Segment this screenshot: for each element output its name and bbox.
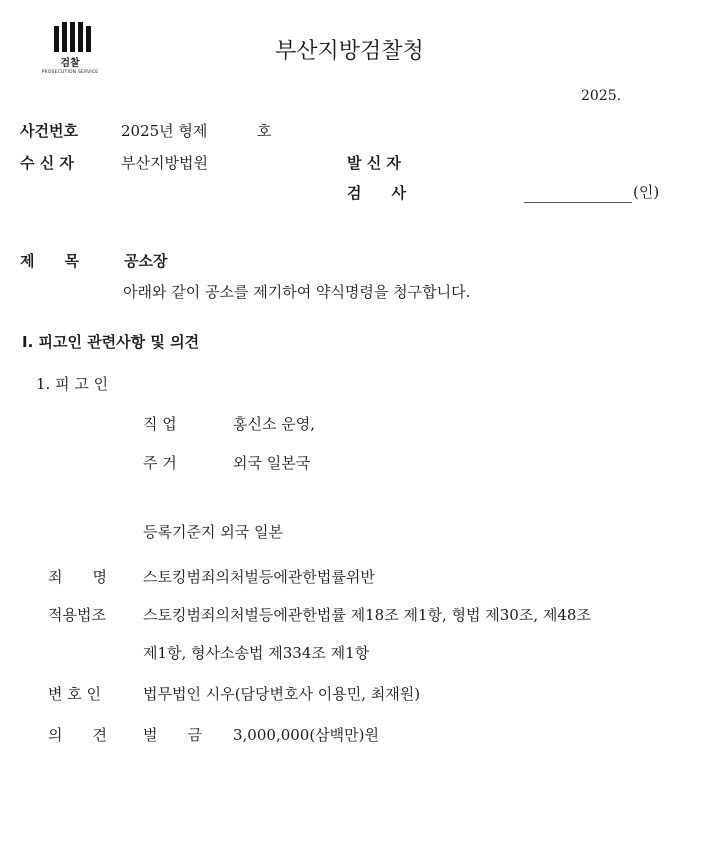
law-value-line2: 제1항, 형사소송법 제334조 제1항	[143, 644, 370, 662]
signature-line	[524, 202, 632, 203]
prosecution-logo	[40, 20, 102, 80]
recipient-value: 부산지방법원	[121, 154, 208, 172]
sender-label: 발 신 자	[347, 154, 401, 172]
charge-value: 스토킹범죄의처벌등에관한법률위반	[143, 568, 375, 586]
subject-body: 아래와 같이 공소를 제기하여 약식명령을 청구합니다.	[123, 283, 471, 301]
occupation-value: 홍신소 운영,	[233, 415, 315, 433]
opinion-amount: 3,000,000(삼백만)원	[233, 726, 380, 744]
case-number-value: 2025년 형제	[121, 122, 208, 140]
case-number-suffix: 호	[257, 122, 272, 140]
opinion-label: 의 견	[48, 726, 107, 744]
agency-title: 부산지방검찰청	[275, 39, 424, 64]
law-label: 적용법조	[48, 606, 106, 624]
registry-value: 등록기준지 외국 일본	[143, 523, 283, 541]
law-value-line1: 스토킹범죄의처벌등에관한법률 제18조 제1항, 형법 제30조, 제48조	[143, 606, 591, 624]
case-number-label: 사건번호	[20, 122, 78, 140]
occupation-label: 직 업	[143, 415, 177, 433]
subject-title: 공소장	[124, 252, 168, 270]
section-heading: Ⅰ. 피고인 관련사항 및 의견	[22, 333, 200, 351]
logo-subtext: PROSECUTION SERVICE	[41, 70, 99, 75]
opinion-type: 벌 금	[143, 726, 202, 744]
seal-mark: (인)	[633, 183, 660, 201]
address-label: 주 거	[143, 454, 177, 472]
address-value: 외국 일본국	[233, 454, 311, 472]
lawyer-label: 변 호 인	[48, 685, 102, 703]
defendant-heading: 1. 피 고 인	[36, 375, 109, 393]
document-date: 2025.	[581, 88, 622, 104]
logo-text: 검찰	[60, 58, 80, 69]
prosecutor-label: 검 사	[347, 184, 406, 202]
logo-emblem-icon	[52, 22, 92, 52]
recipient-label: 수 신 자	[20, 154, 74, 172]
lawyer-value: 법무법인 시우(담당변호사 이용민, 최재원)	[143, 685, 421, 703]
subject-label: 제 목	[20, 252, 79, 270]
charge-label: 죄 명	[48, 568, 107, 586]
